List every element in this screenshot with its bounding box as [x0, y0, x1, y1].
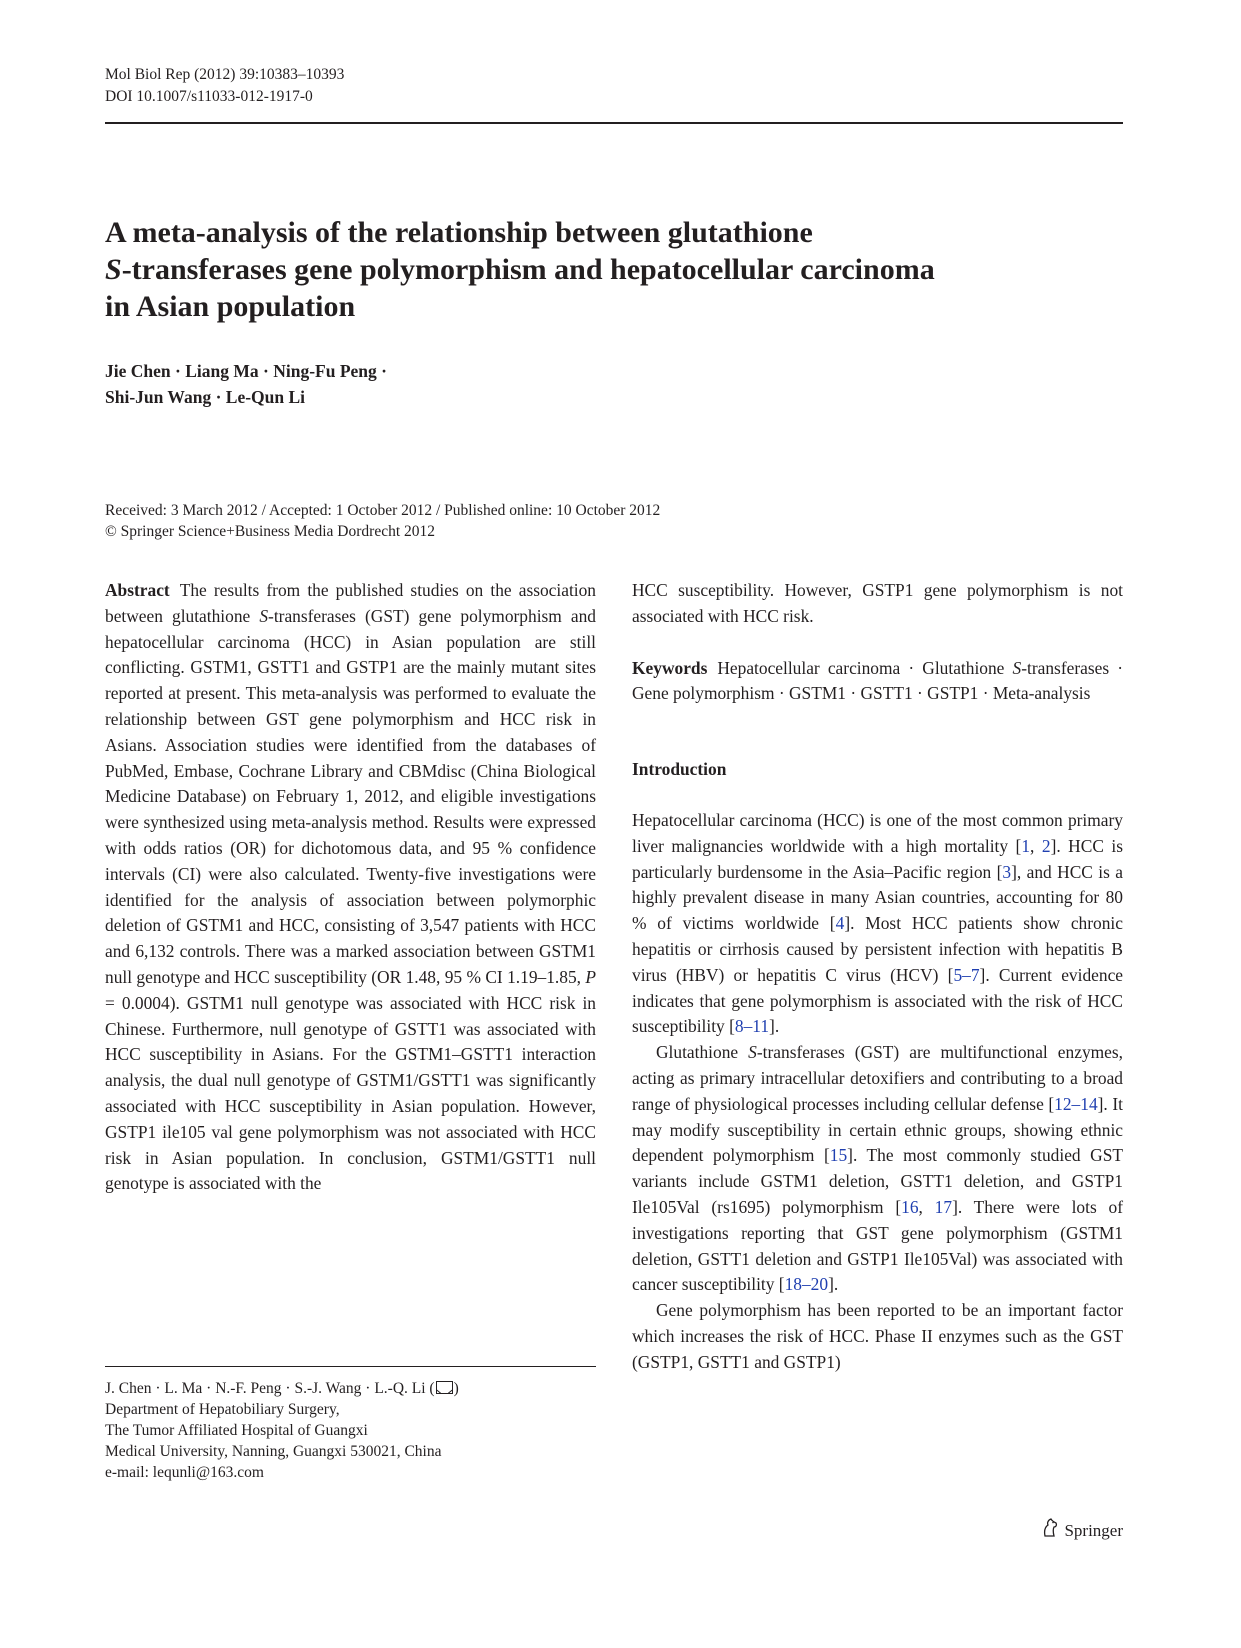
introduction-heading: Introduction — [632, 759, 727, 780]
intro-p2-c: ]. It may modify susceptibility in certain ethnic groups, showing ethnic dependent polymorphism [ — [632, 1093, 1123, 1166]
citation-link[interactable]: 2 — [1041, 835, 1051, 856]
intro-paragraph-1 — [632, 808, 1123, 1040]
journal-doi: DOI 10.1007/s11033-012-1917-0 — [105, 88, 313, 105]
springer-horse-icon — [1041, 1518, 1059, 1543]
intro-p1-b: ]. HCC is particularly burdensome in the Asia–Pacific region [ — [632, 835, 1123, 882]
affiliation-names — [105, 1378, 459, 1399]
intro-p2-f: ]. — [828, 1274, 839, 1295]
keywords-text-b: -transferases · Gene polymorphism · GSTM1 · GSTT1 · GSTP1 · Meta-analysis — [632, 657, 1123, 704]
intro-p1-a: Hepatocellular carcinoma (HCC) is one of the most common primary liver malignancies worldwide with a high mortality [ — [632, 809, 1123, 856]
keywords-text-a: Hepatocellular carcinoma · Glutathione — [717, 657, 1013, 678]
citation-link[interactable]: 1 — [1021, 835, 1031, 856]
authors-line-2: Shi-Jun Wang · Le-Qun Li — [105, 387, 306, 407]
title-line-2 — [105, 251, 1085, 288]
affiliation — [105, 1378, 459, 1483]
intro-paragraph-2 — [632, 1040, 1123, 1298]
article-title — [105, 214, 1085, 325]
affiliation-department: Department of Hepatobiliary Surgery, — [105, 1401, 340, 1418]
affiliation-university: Medical University, Nanning, Guangxi 530021, China — [105, 1443, 442, 1460]
intro-p2-d: ]. The most commonly studied GST variants include GSTM1 deletion, GSTT1 deletion, and GSTP1 Ile105Val (rs1695) polymorphism [ — [632, 1145, 1123, 1217]
keywords-label: Keywords — [632, 657, 708, 678]
journal-citation: Mol Biol Rep (2012) 39:10383–10393 — [105, 66, 345, 83]
abstract-text-c: = 0.0004). GSTM1 null genotype was associated with HCC risk in Chinese. Furthermore, null genotype of GSTT1 was associated with HCC susceptibility in Asians. For the GSTM1–GSTT1 interaction analysis, the dual null genotype of GSTM1/GSTT1 was significantly associated with HCC susceptibility in Asian population. However, GSTP1 ile105 val gene polymorphism was not associated with HCC risk in Asian population. In conclusion, GSTM1/GSTT1 null genotype is associated with the — [105, 992, 596, 1194]
citation-link[interactable]: 15 — [829, 1145, 848, 1166]
left-column — [105, 578, 596, 1197]
affiliation-names-a: J. Chen · L. Ma · N.-F. Peng · S.-J. Wang · L.-Q. Li ( — [105, 1380, 435, 1397]
intro-p1-e: ]. Current evidence indicates that gene polymorphism is associated with the risk of HCC susceptibility [ — [632, 964, 1124, 1037]
keywords — [632, 656, 1123, 708]
abstract — [105, 578, 596, 1197]
publication-dates — [105, 500, 660, 542]
publisher-logo — [1041, 1518, 1123, 1543]
abstract-text-b: -transferases (GST) gene polymorphism and hepatocellular carcinoma (HCC) in Asian population are still conflicting. GSTM1, GSTT1 and GSTP1 are the mainly mutant sites reported at present. This meta-analysis was performed to evaluate the relationship between GST gene polymorphism and HCC risk in Asians. Association studies were identified from the databases of PubMed, Embase, Cochrane Library and CBMdisc (China Biological Medicine Database) on February 1, 2012, and eligible investigations were synthesized using meta-analysis method. Results were expressed with odds ratios (OR) for dichotomous data, and 95 % confidence intervals (CI) were also calculated. Twenty-five investigations were identified for the analysis of association between polymorphic deletion of GSTM1 and HCC, consisting of 3,547 patients with HCC and 6,132 controls. There was a marked association between GSTM1 null genotype and HCC susceptibility (OR 1.48, 95 % CI 1.19–1.85, — [105, 605, 596, 987]
citation-link[interactable]: 18–20 — [784, 1274, 829, 1295]
abstract-italic-p: P — [585, 966, 596, 987]
affiliation-hospital: The Tumor Affiliated Hospital of Guangxi — [105, 1422, 368, 1439]
citation-link[interactable]: 16 — [901, 1196, 919, 1217]
intro-p2-sep: , — [918, 1196, 935, 1217]
header-rule — [105, 122, 1123, 124]
citation-link[interactable]: 17 — [934, 1196, 953, 1217]
intro-p2-e: ]. There were lots of investigations reporting that GST gene polymorphism (GSTM1 deletion, GSTT1 deletion and GSTP1 Ile105Val) was associated with cancer susceptibility [ — [632, 1196, 1123, 1295]
intro-p2-italic-s: S — [748, 1042, 757, 1063]
affiliation-names-b: ) — [453, 1380, 459, 1397]
keywords-italic-s: S — [1012, 657, 1022, 678]
intro-p1-c: ], and HCC is a highly prevalent disease in many Asian countries, accounting for 80 % of victims worldwide [ — [632, 861, 1124, 934]
envelope-icon — [436, 1381, 453, 1394]
journal-header — [105, 64, 344, 108]
title-line-2-rest: -transferases gene polymorphism and hepatocellular carcinoma — [121, 253, 935, 286]
intro-p2-a: Glutathione — [656, 1042, 749, 1063]
citation-link[interactable]: 3 — [1002, 861, 1012, 882]
abstract-label: Abstract — [105, 580, 170, 600]
citation-link[interactable]: 12–14 — [1054, 1093, 1098, 1114]
title-italic-s: S — [105, 253, 122, 286]
intro-p1-sep: , — [1030, 835, 1042, 856]
intro-p1-f: ]. — [769, 1016, 780, 1037]
title-line-1: A meta-analysis of the relationship between glutathione — [105, 216, 813, 249]
intro-p1-d: ]. Most HCC patients show chronic hepatitis or cirrhosis caused by persistent infection with hepatitis B virus (HBV) or hepatitis C virus (HCV) [ — [632, 913, 1123, 985]
citation-link[interactable]: 8–11 — [734, 1016, 770, 1037]
abstract-continuation: HCC susceptibility. However, GSTP1 gene polymorphism is not associated with HCC risk. — [632, 580, 1123, 626]
authors-line-1: Jie Chen · Liang Ma · Ning-Fu Peng · — [105, 361, 387, 381]
affiliation-email[interactable]: e-mail: lequnli@163.com — [105, 1464, 264, 1481]
publisher-name: Springer — [1064, 1520, 1123, 1540]
citation-link[interactable]: 4 — [835, 913, 845, 934]
intro-p2-b: -transferases (GST) are multifunctional enzymes, acting as primary intracellular detoxifiers and contributing to a broad range of physiological processes including cellular defense [ — [632, 1042, 1123, 1114]
copyright-line: © Springer Science+Business Media Dordrecht 2012 — [105, 523, 436, 540]
right-column — [632, 578, 1123, 1376]
abstract-italic-s: S — [259, 605, 269, 626]
abstract-text-a: The results from the published studies on the association between glutathione — [105, 580, 596, 626]
dates-line: Received: 3 March 2012 / Accepted: 1 October 2012 / Published online: 10 October 2012 — [105, 502, 661, 519]
intro-paragraph-3: Gene polymorphism has been reported to be an important factor which increases the risk of HCC. Phase II enzymes such as the GST (GSTP1, GSTT1 and GSTP1) — [632, 1300, 1123, 1372]
title-line-3: in Asian population — [105, 290, 356, 323]
affiliation-rule — [105, 1366, 596, 1367]
citation-link[interactable]: 5–7 — [953, 964, 980, 985]
authors — [105, 358, 387, 410]
